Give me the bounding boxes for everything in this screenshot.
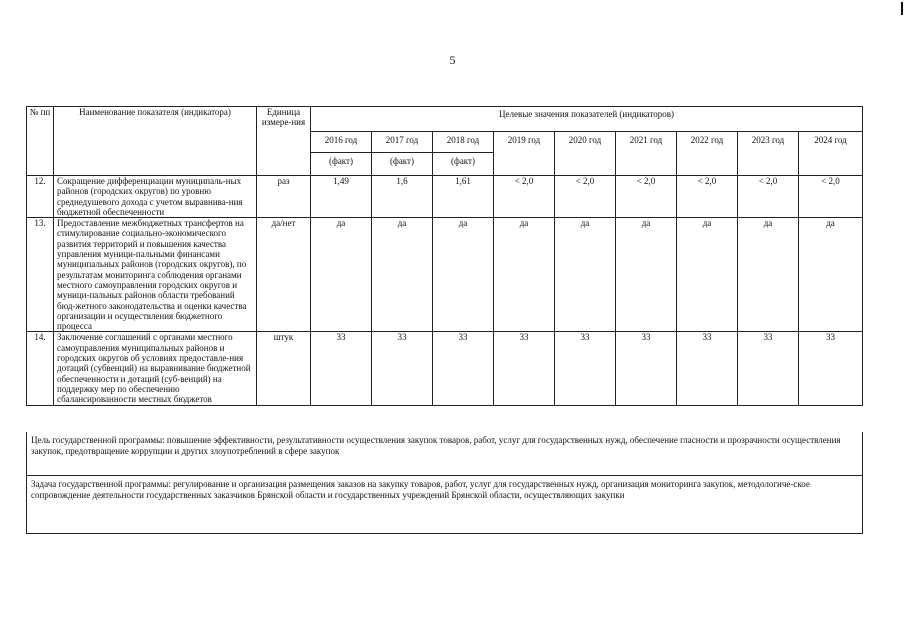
- header-fact: (факт): [311, 153, 372, 176]
- header-year: 2020 год: [555, 132, 616, 176]
- header-unit: Единица измере-ния: [257, 107, 311, 176]
- row-value: да: [494, 218, 555, 332]
- row-value: 33: [616, 332, 677, 405]
- row-number: 12.: [27, 176, 54, 218]
- header-fact: (факт): [372, 153, 433, 176]
- goal-task-block: [26, 432, 863, 534]
- row-value: 33: [677, 332, 738, 405]
- table-row: [27, 218, 863, 332]
- header-year: 2019 год: [494, 132, 555, 176]
- row-value: да: [677, 218, 738, 332]
- table-row: [27, 332, 863, 405]
- row-value: да: [555, 218, 616, 332]
- row-value: да: [372, 218, 433, 332]
- row-value: < 2,0: [677, 176, 738, 218]
- row-value: 1,61: [433, 176, 494, 218]
- row-value: 33: [738, 332, 799, 405]
- header-target-values: Целевые значения показателей (индикаторов): [311, 107, 863, 132]
- row-value: да: [433, 218, 494, 332]
- row-value: 33: [555, 332, 616, 405]
- row-value: да: [799, 218, 863, 332]
- row-value: < 2,0: [616, 176, 677, 218]
- row-value: 1,49: [311, 176, 372, 218]
- row-value: да: [311, 218, 372, 332]
- row-value: да: [738, 218, 799, 332]
- row-value: 33: [799, 332, 863, 405]
- page-number: 5: [449, 53, 456, 67]
- row-unit: раз: [257, 176, 311, 218]
- row-value: < 2,0: [738, 176, 799, 218]
- row-indicator-name: Предоставление межбюджетных трансфертов на стимулирование социально-экономического развития территорий и повышения качества управления муници-пальными финансами муниципальных районов (городских округов), по результатам мониторинга соблюдения органами местного самоуправления городских округов и муници-пальных районов области требований бюд-жетного законодательства и оценки качества организации и осуществления бюджетного процесса: [54, 218, 257, 332]
- row-value: 33: [311, 332, 372, 405]
- header-year: 2018 год: [433, 132, 494, 153]
- program-task: Задача государственной программы: регулирование и организация размещения заказов на закупку товаров, работ, услуг для государственных нужд, организация мониторинга закупок, методологиче-ское сопровождение деятельности государственных заказчиков Брянской области и государственных учреждений Брянской области, осуществляющих закупки: [31, 479, 810, 500]
- header-year: 2017 год: [372, 132, 433, 153]
- row-unit: да/нет: [257, 218, 311, 332]
- divider: [27, 475, 862, 476]
- page-edge-mark: [901, 2, 903, 15]
- row-unit: штук: [257, 332, 311, 405]
- row-value: < 2,0: [555, 176, 616, 218]
- header-year: 2016 год: [311, 132, 372, 153]
- header-fact: (факт): [433, 153, 494, 176]
- row-value: 1,6: [372, 176, 433, 218]
- row-value: 33: [372, 332, 433, 405]
- row-value: 33: [433, 332, 494, 405]
- row-value: 33: [494, 332, 555, 405]
- header-year: 2024 год: [799, 132, 863, 176]
- program-goal: Цель государственной программы: повышение эффективности, результативности осуществления закупок товаров, работ, услуг для государственных нужд, обеспечение гласности и прозрачности осуществления закупок, предотвращение коррупции и других злоупотреблений в сфере закупок: [31, 435, 841, 456]
- table-row: [27, 176, 863, 218]
- row-indicator-name: Сокращение дифференциации муниципаль-ных районов (городских округов) по уровню среднедушевого дохода с учетом выравнива-ния бюджетной обеспеченности: [54, 176, 257, 218]
- row-value: < 2,0: [799, 176, 863, 218]
- header-year: 2023 год: [738, 132, 799, 176]
- header-indicator-name: Наименование показателя (индикатора): [54, 107, 257, 176]
- header-year: 2021 год: [616, 132, 677, 176]
- row-number: 14.: [27, 332, 54, 405]
- row-value: < 2,0: [494, 176, 555, 218]
- row-value: да: [616, 218, 677, 332]
- header-year: 2022 год: [677, 132, 738, 176]
- header-number: № пп: [27, 107, 54, 176]
- row-indicator-name: Заключение соглашений с органами местного самоуправления муниципальных районов и городских округов об условиях предоставле-ния дотаций (субвенций) на выравнивание бюджетной обеспеченности и дотаций (суб-венций) на поддержку мер по обеспечению сбалансированности местных бюджетов: [54, 332, 257, 405]
- indicators-table: [26, 106, 863, 406]
- row-number: 13.: [27, 218, 54, 332]
